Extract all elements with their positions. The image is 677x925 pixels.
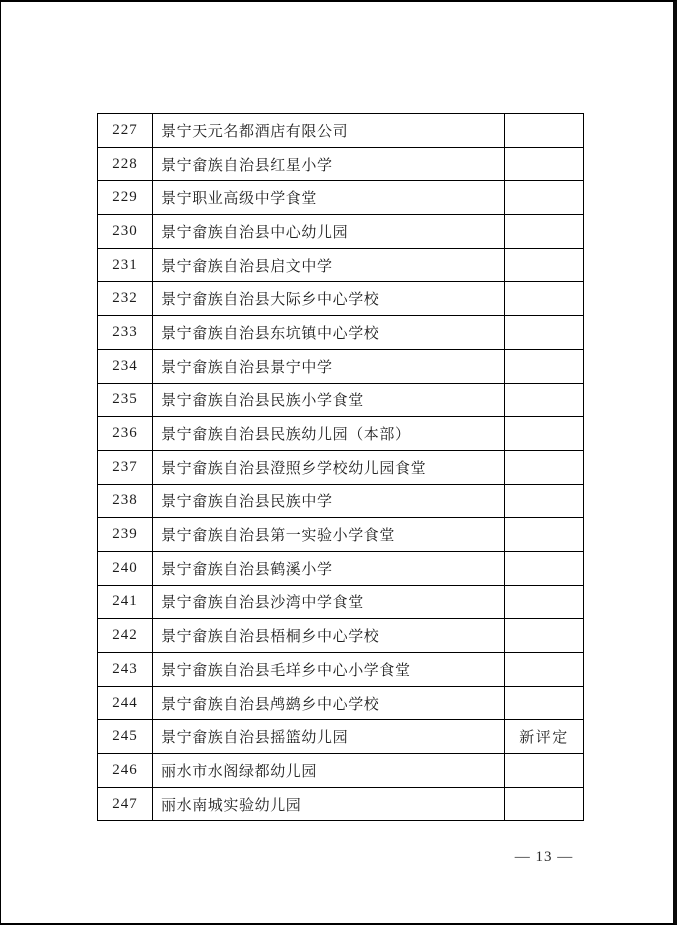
table-row <box>98 484 584 518</box>
table-row <box>98 248 584 282</box>
row-number: 246 <box>98 754 153 788</box>
table-row <box>98 754 584 788</box>
facility-name: 景宁畲族自治县沙湾中学食堂 <box>153 585 505 619</box>
row-number: 247 <box>98 787 153 821</box>
table-row <box>98 450 584 484</box>
facility-name: 景宁畲族自治县大际乡中心学校 <box>153 282 505 316</box>
facility-name: 景宁畲族自治县鹤溪小学 <box>153 551 505 585</box>
status-cell <box>505 282 584 316</box>
status-cell <box>505 484 584 518</box>
status-cell <box>505 686 584 720</box>
row-number: 230 <box>98 215 153 249</box>
facility-list-table <box>97 113 584 821</box>
table-row <box>98 787 584 821</box>
table-row <box>98 349 584 383</box>
row-number: 235 <box>98 383 153 417</box>
row-number: 240 <box>98 551 153 585</box>
table-row <box>98 619 584 653</box>
table-row <box>98 686 584 720</box>
row-number: 231 <box>98 248 153 282</box>
status-cell <box>505 349 584 383</box>
table-row <box>98 181 584 215</box>
status-cell <box>505 787 584 821</box>
table-row <box>98 316 584 350</box>
status-cell <box>505 585 584 619</box>
status-cell <box>505 450 584 484</box>
status-cell <box>505 653 584 687</box>
status-cell <box>505 248 584 282</box>
facility-name: 景宁畲族自治县梧桐乡中心学校 <box>153 619 505 653</box>
facility-name: 景宁畲族自治县启文中学 <box>153 248 505 282</box>
facility-name: 景宁畲族自治县鸬鹚乡中心学校 <box>153 686 505 720</box>
row-number: 233 <box>98 316 153 350</box>
facility-name: 丽水南城实验幼儿园 <box>153 787 505 821</box>
status-cell <box>505 181 584 215</box>
facility-name: 景宁畲族自治县民族中学 <box>153 484 505 518</box>
status-cell <box>505 147 584 181</box>
facility-name: 景宁畲族自治县民族小学食堂 <box>153 383 505 417</box>
row-number: 228 <box>98 147 153 181</box>
table-row <box>98 653 584 687</box>
facility-name: 景宁畲族自治县澄照乡学校幼儿园食堂 <box>153 450 505 484</box>
row-number: 236 <box>98 417 153 451</box>
facility-name: 景宁畲族自治县摇篮幼儿园 <box>153 720 505 754</box>
table-row <box>98 585 584 619</box>
page-number: — 13 — <box>514 849 574 865</box>
facility-name: 景宁畲族自治县中心幼儿园 <box>153 215 505 249</box>
facility-name: 丽水市水阁绿都幼儿园 <box>153 754 505 788</box>
table-row <box>98 551 584 585</box>
status-cell <box>505 619 584 653</box>
status-cell <box>505 518 584 552</box>
facility-name: 景宁畲族自治县东坑镇中心学校 <box>153 316 505 350</box>
row-number: 232 <box>98 282 153 316</box>
row-number: 245 <box>98 720 153 754</box>
status-cell <box>505 551 584 585</box>
table-row <box>98 383 584 417</box>
row-number: 241 <box>98 585 153 619</box>
status-cell <box>505 417 584 451</box>
table-row <box>98 215 584 249</box>
status-cell <box>505 316 584 350</box>
status-cell: 新评定 <box>505 720 584 754</box>
status-cell <box>505 383 584 417</box>
facility-name: 景宁畲族自治县第一实验小学食堂 <box>153 518 505 552</box>
status-cell <box>505 215 584 249</box>
status-cell <box>505 114 584 148</box>
row-number: 227 <box>98 114 153 148</box>
table-row <box>98 282 584 316</box>
row-number: 239 <box>98 518 153 552</box>
status-cell <box>505 754 584 788</box>
facility-name: 景宁畲族自治县民族幼儿园（本部） <box>153 417 505 451</box>
row-number: 234 <box>98 349 153 383</box>
facility-name: 景宁职业高级中学食堂 <box>153 181 505 215</box>
table-row <box>98 114 584 148</box>
table-row <box>98 518 584 552</box>
row-number: 242 <box>98 619 153 653</box>
row-number: 238 <box>98 484 153 518</box>
facility-name: 景宁畲族自治县红星小学 <box>153 147 505 181</box>
facility-name: 景宁畲族自治县景宁中学 <box>153 349 505 383</box>
table-row <box>98 417 584 451</box>
row-number: 237 <box>98 450 153 484</box>
facility-name: 景宁畲族自治县毛垟乡中心小学食堂 <box>153 653 505 687</box>
table-row <box>98 147 584 181</box>
row-number: 244 <box>98 686 153 720</box>
table-row <box>98 720 584 754</box>
facility-name: 景宁天元名都酒店有限公司 <box>153 114 505 148</box>
row-number: 229 <box>98 181 153 215</box>
row-number: 243 <box>98 653 153 687</box>
